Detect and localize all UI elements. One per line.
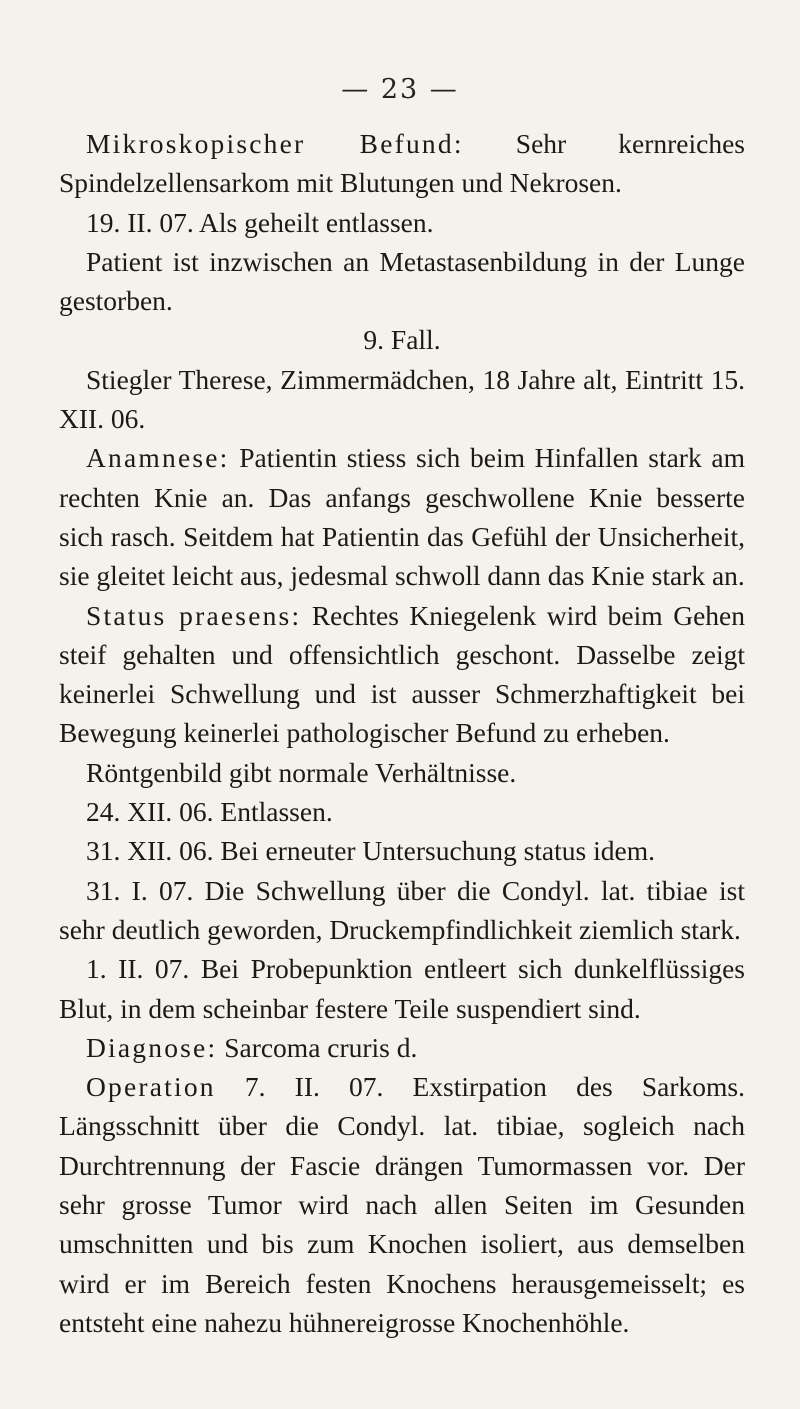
paragraph-text: Patient ist inzwischen an Metastasenbildung in der Lunge gestorben. bbox=[59, 245, 745, 317]
paragraph-roentgen bbox=[59, 753, 745, 792]
paragraph-text: Sehr kernreiches Spindelzellensarkom mit Blutungen und Nekrosen. bbox=[59, 128, 746, 199]
paragraph-anamnese bbox=[59, 438, 745, 595]
paragraph-text: 24. XII. 06. Entlassen. bbox=[86, 796, 333, 828]
paragraph-lead: Operation bbox=[86, 1071, 216, 1103]
paragraph-status-praesens bbox=[59, 596, 745, 753]
paragraph-text: 31. XII. 06. Bei erneuter Untersuchung status idem. bbox=[86, 835, 655, 867]
paragraph-entlassen-dec-24 bbox=[59, 792, 745, 831]
paragraph-text: Rechtes Kniegelenk wird beim Gehen steif gehalten und offensichtlich geschont. Dasselbe zeigt keinerlei Schwellung und ist ausser Schmerzhaftigkeit bei Bewegung keinerlei pathologischer Befund zu erheben. bbox=[59, 599, 745, 749]
paragraph-text: 31. I. 07. Die Schwellung über die Condyl. lat. tibiae ist sehr deutlich geworden, Druckempfindlichkeit ziemlich stark. bbox=[59, 874, 745, 945]
paragraph-text: Stiegler Therese, Zimmermädchen, 18 Jahre alt, Eintritt 15. XII. 06. bbox=[59, 363, 745, 435]
paragraph-mikroskopischer-befund bbox=[59, 124, 745, 203]
paragraph-operation bbox=[59, 1067, 745, 1342]
paragraph-text: Patientin stiess sich beim Hinfallen stark am rechten Knie an. Das anfangs geschwollene Knie besserte sich rasch. Seitdem hat Patientin das Gefühl der Unsicherheit, sie gleitet leicht aus, jedesmal schwoll dann das Knie stark an. bbox=[59, 442, 745, 592]
paragraph-untersuchung-dec-31 bbox=[59, 831, 745, 870]
page-number: — 23 — bbox=[341, 74, 459, 105]
paragraph-schwellung-jan-31 bbox=[59, 871, 745, 950]
paragraph-lead: Status praesens: bbox=[86, 599, 302, 631]
paragraph-text: 19. II. 07. Als geheilt entlassen. bbox=[86, 206, 434, 238]
case-heading bbox=[59, 320, 745, 359]
paragraph-patient-info bbox=[59, 360, 745, 439]
paragraph-text: Röntgenbild gibt normale Verhältnisse. bbox=[86, 756, 517, 788]
paragraph-text: 7. II. 07. Exstirpation des Sarkoms. Längsschnitt über die Condyl. lat. tibiae, sogleich nach Durchtrennung der Fascie drängen Tumormassen vor. Der sehr grosse Tumor wird nach allen Seiten im Gesunden umschnitten und bis zum Knochen isoliert, aus demselben wird er im Bereich festen Knochens herausgemeisselt; es entsteht eine nahezu hühnereigrosse Knochenhöhle. bbox=[59, 1071, 745, 1338]
paragraph-lead: Anamnese: bbox=[86, 442, 230, 474]
paragraph-diagnose bbox=[59, 1028, 745, 1067]
paragraph-probepunktion bbox=[59, 949, 745, 1028]
paragraph-lead: Diagnose: bbox=[86, 1031, 218, 1063]
paragraph-entlassung bbox=[59, 203, 745, 242]
paragraph-lead: Mikroskopischer Befund: bbox=[86, 128, 464, 159]
paragraph-text: Sarcoma cruris d. bbox=[217, 1031, 418, 1063]
body-text bbox=[59, 124, 745, 1342]
paragraph-text: 1. II. 07. Bei Probepunktion entleert sich dunkelflüssiges Blut, in dem scheinbar festere Teile suspendiert sind. bbox=[59, 953, 745, 1024]
paragraph-metastasen bbox=[59, 242, 745, 321]
case-heading-text: 9. Fall. bbox=[363, 324, 441, 356]
